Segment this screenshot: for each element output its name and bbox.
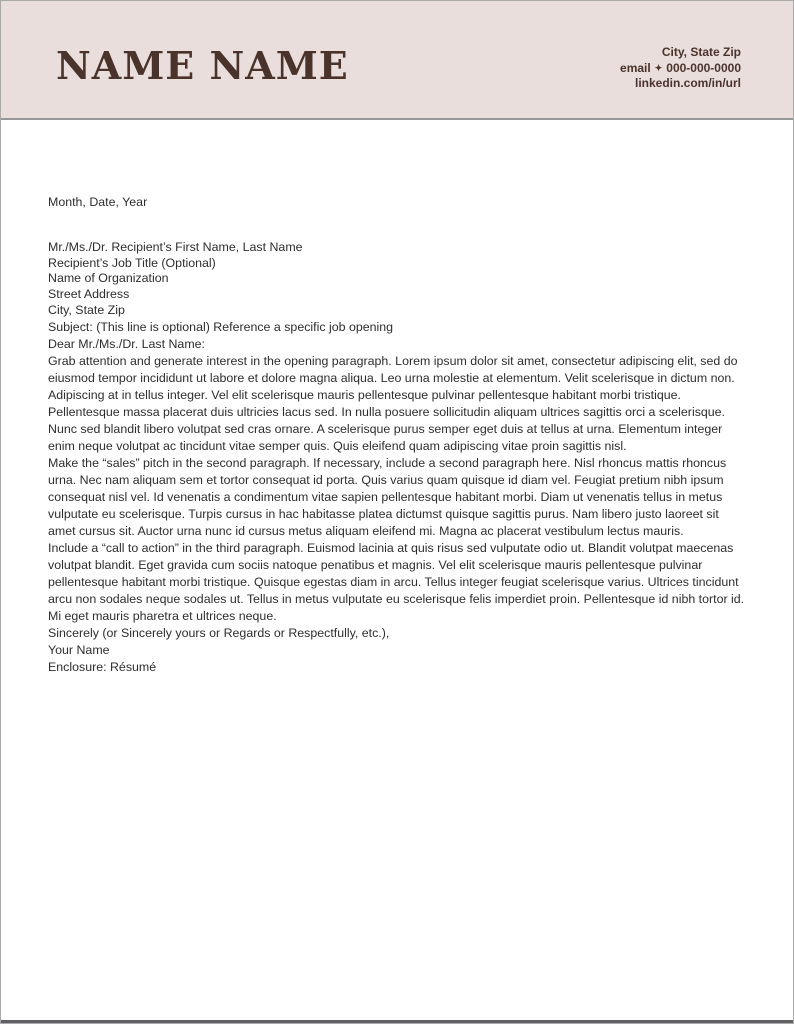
enclosure-line: Enclosure: Résumé: [48, 659, 157, 674]
diamond-icon: ✦: [654, 62, 663, 73]
email-text: email: [620, 60, 651, 75]
body-paragraph: Make the “sales” pitch in the second paragraph. If necessary, include a second paragraph here. Nisl rhoncus mattis rhoncus urna. Nec nam aliquam sem et tortor consequat id porta. Quis varius quam quisque id diam vel. Feugiat pretium nibh ipsum consequat nisl vel. Id venenatis a condimentum vitae sapien pellentesque habitant morbi. Diam ut venenatis tellus in metus vulputate eu scelerisque. Turpis cursus in hac habitasse platea dictumst quisque sagittis purus. Nam libero justo laoreet sit amet cursus sit. Auctor urna nunc id cursus metus aliquam eleifend mi. Magna ac placerat vestibulum lectus mauris.: [48, 455, 727, 538]
date-line: Month, Date, Year: [48, 195, 148, 209]
recipient-block: [48, 240, 746, 319]
recipient-line: Street Address: [48, 287, 130, 302]
contact-email-phone-line: [620, 61, 741, 77]
contact-block: [620, 45, 741, 92]
subject-line: Subject: (This line is optional) Reference a specific job opening: [48, 319, 394, 334]
recipient-line: Recipient’s Job Title (Optional): [48, 255, 216, 270]
footer-bar: [1, 1020, 793, 1023]
contact-linkedin-line: linkedin.com/in/url: [634, 76, 741, 90]
contact-location-line: City, State Zip: [661, 45, 741, 59]
page-title: NAME NAME: [56, 43, 349, 88]
recipient-line: Mr./Ms./Dr. Recipient’s First Name, Last Name: [48, 240, 303, 254]
recipient-line: Name of Organization: [48, 271, 169, 286]
greeting-line: Dear Mr./Ms./Dr. Last Name:: [48, 336, 205, 351]
recipient-line: City, State Zip: [48, 302, 125, 317]
body-paragraph: Include a “call to action” in the third paragraph. Euismod lacinia at quis risus sed vulputate odio ut. Blandit volutpat maecenas volutpat blandit. Eget gravida cum sociis natoque penatibus et magnis. Vel elit scelerisque mauris pellentesque pulvinar pellentesque habitant morbi tristique. Quisque egestas diam in arcu. Tellus integer feugiat scelerisque varius. Ultrices tincidunt arcu non sodales neque sodales ut. Tellus in metus vulputate eu scelerisque felis imperdiet proin. Pellentesque id nibh tortor id. Mi eget mauris pharetra et ultrices neque.: [48, 540, 745, 623]
body-paragraph: Grab attention and generate interest in the opening paragraph. Lorem ipsum dolor sit amet, consectetur adipiscing elit, sed do eiusmod tempor incididunt ut labore et dolore magna aliqua. Leo urna molestie at elementum. Velit scelerisque in dictum non. Adipiscing at in tellus integer. Vel elit scelerisque mauris pellentesque pulvinar pellentesque habitant morbi tristique. Pellentesque massa placerat duis ultricies lacus sed. In nulla posuere sollicitudin aliquam ultrices sagittis orci a scelerisque. Nunc sed blandit libero volutpat sed cras ornare. A scelerisque purus semper eget duis at tellus at urna. Elementum integer enim neque volutpat ac tincidunt vitae semper quis. Quis eleifend quam adipiscing vitae proin sagittis nisl.: [48, 353, 738, 453]
phone-text: 000-000-0000: [666, 60, 741, 75]
signature-name: Your Name: [48, 642, 110, 657]
letter-body: [1, 120, 793, 676]
closing-line: Sincerely (or Sincerely yours or Regards or Respectfully, etc.),: [48, 625, 390, 640]
letterhead: [1, 1, 793, 120]
